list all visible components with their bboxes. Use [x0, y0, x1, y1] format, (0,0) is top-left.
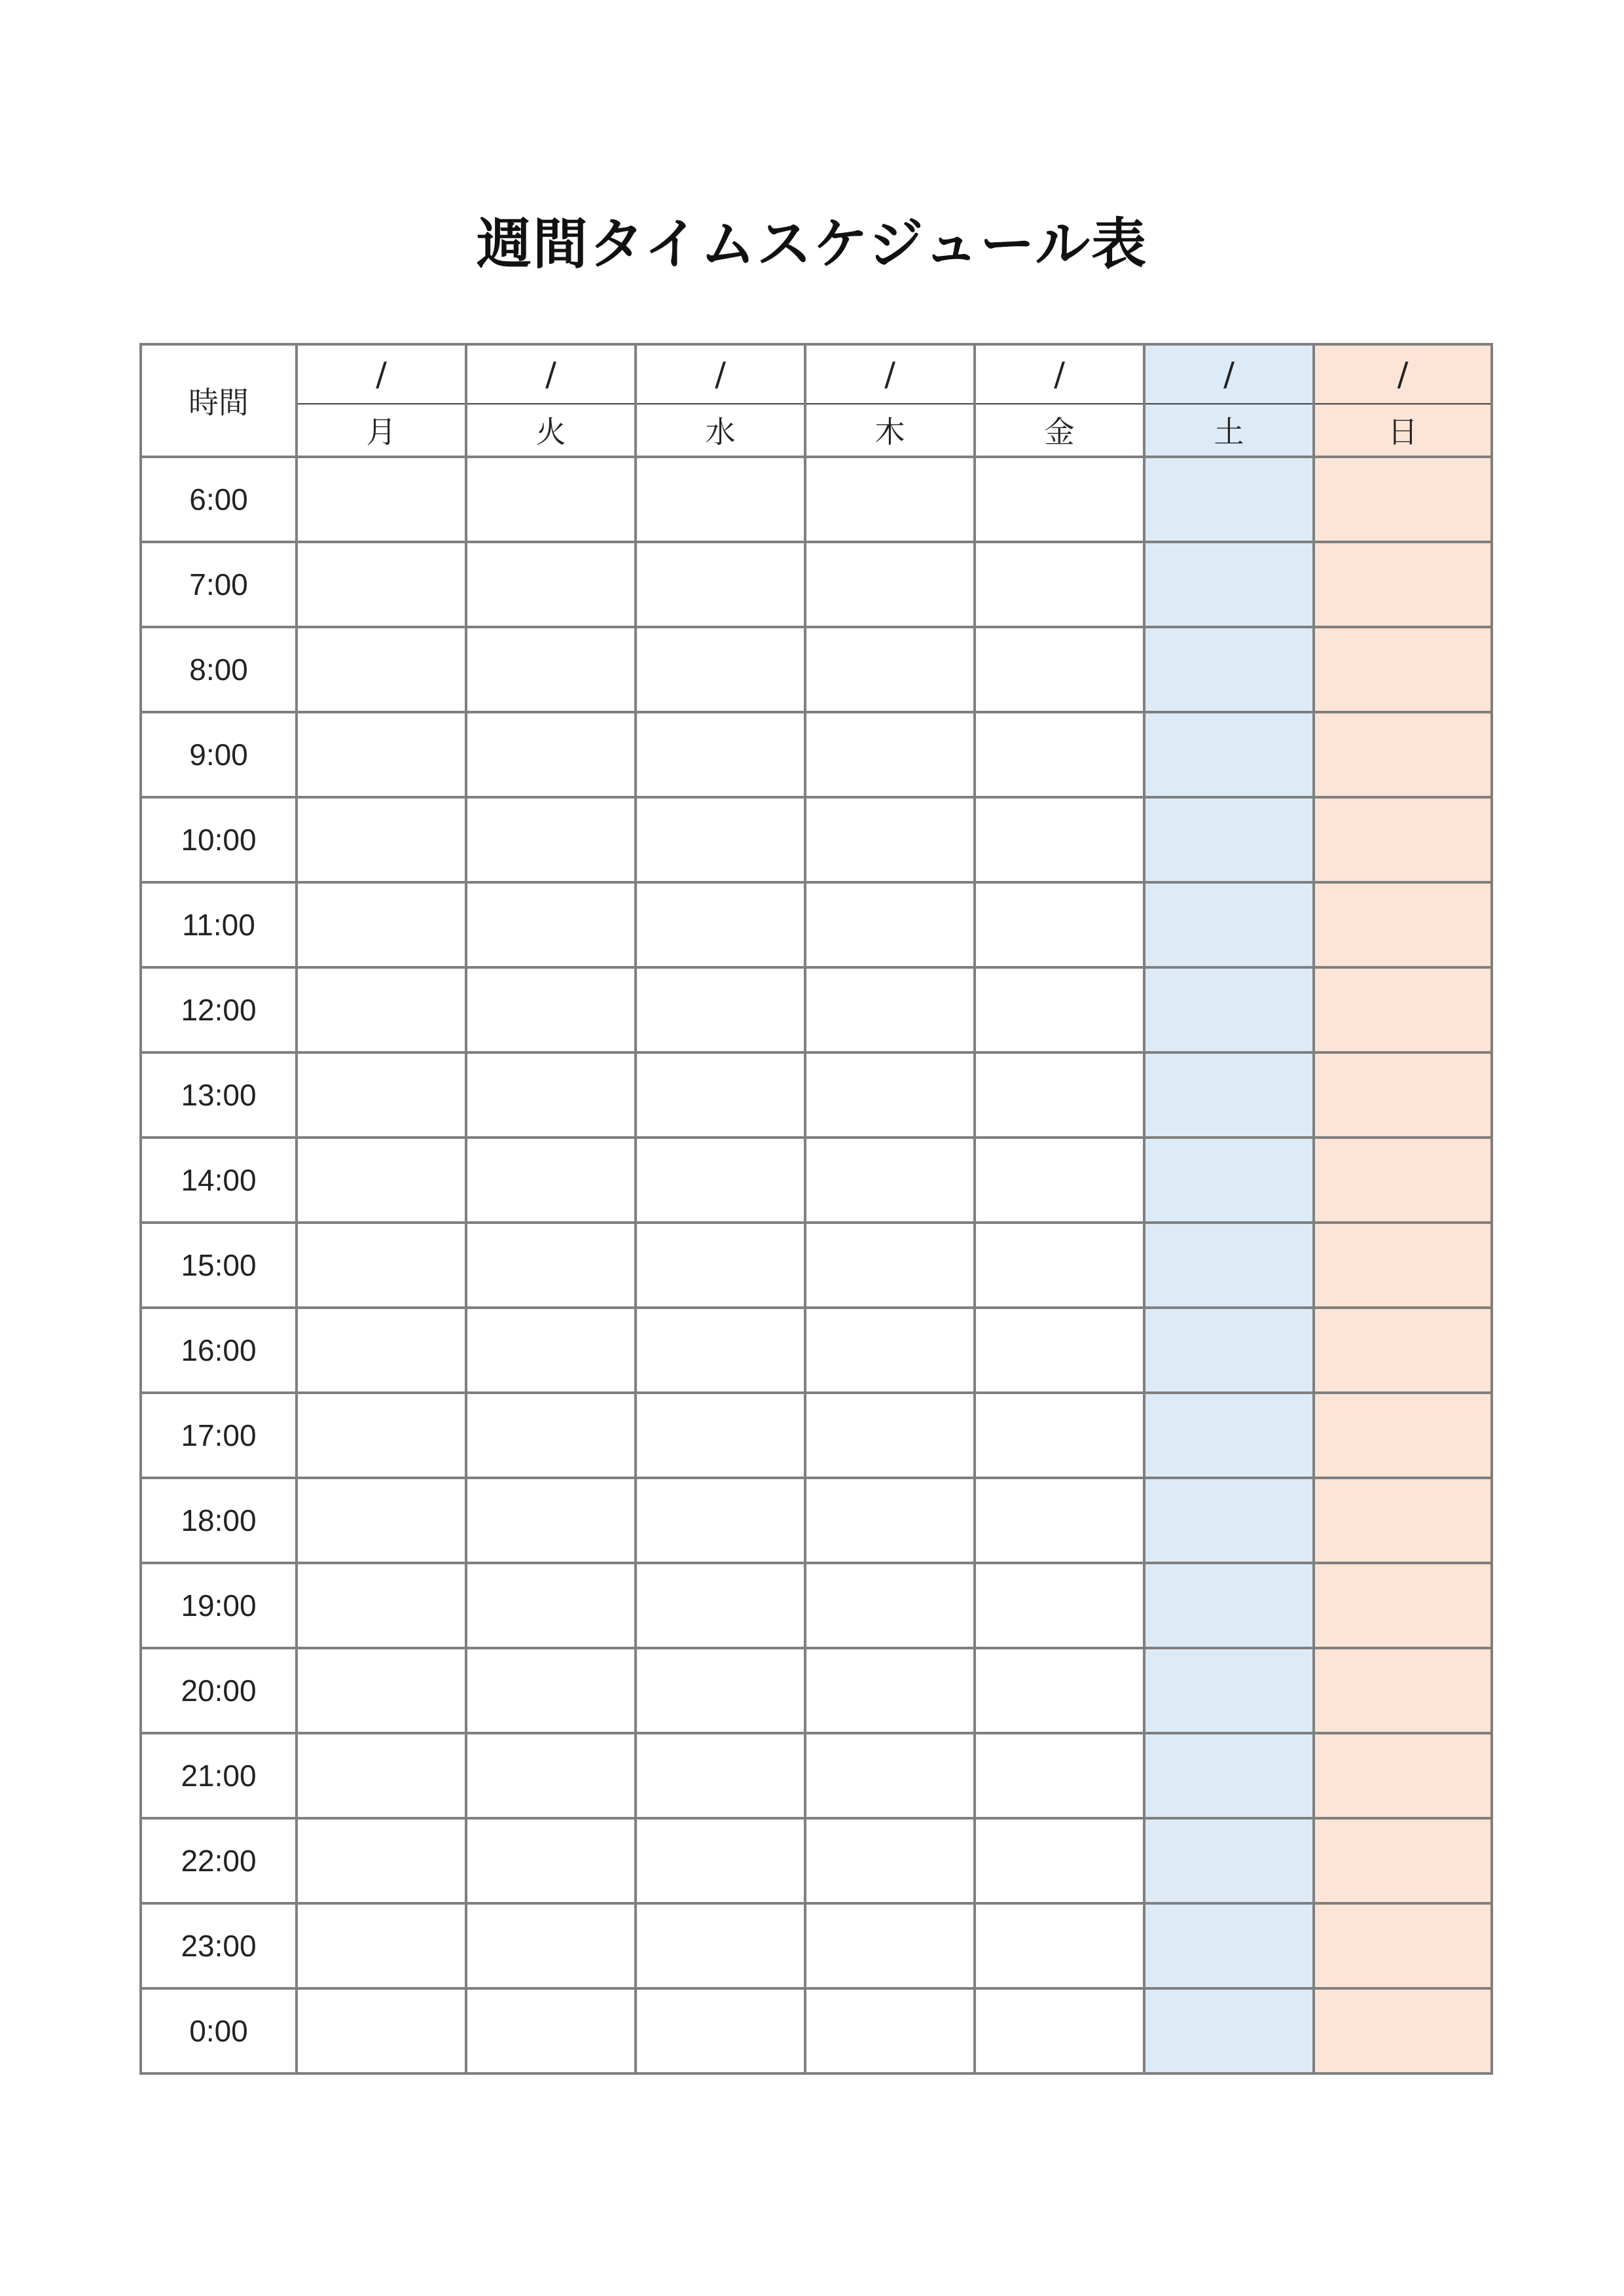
table-row	[141, 1478, 1492, 1563]
schedule-cell[interactable]	[805, 797, 975, 882]
schedule-cell[interactable]	[297, 797, 466, 882]
schedule-cell[interactable]	[297, 1393, 466, 1478]
time-label: 17:00	[141, 1393, 297, 1478]
day-label: 月	[366, 414, 397, 450]
time-column-header: 時間	[141, 344, 297, 457]
date-field[interactable]: /	[976, 346, 1143, 404]
schedule-cell[interactable]	[1144, 1648, 1314, 1733]
table-row	[141, 457, 1492, 542]
schedule-cell[interactable]	[466, 712, 636, 797]
schedule-cell[interactable]	[1314, 1478, 1492, 1563]
schedule-cell[interactable]	[466, 1818, 636, 1903]
schedule-cell[interactable]	[805, 1648, 975, 1733]
schedule-cell[interactable]	[975, 797, 1144, 882]
schedule-cell[interactable]	[466, 1478, 636, 1563]
schedule-cell[interactable]	[297, 457, 466, 542]
schedule-cell[interactable]	[466, 797, 636, 882]
time-label: 21:00	[141, 1733, 297, 1818]
table-row	[141, 1223, 1492, 1308]
day-header-mon	[297, 344, 466, 457]
schedule-cell[interactable]	[1314, 967, 1492, 1052]
time-label: 22:00	[141, 1818, 297, 1903]
schedule-cell[interactable]	[636, 542, 805, 627]
schedule-cell[interactable]	[1144, 457, 1314, 542]
schedule-cell[interactable]	[466, 1138, 636, 1223]
day-label: 水	[705, 414, 736, 450]
schedule-cell[interactable]	[805, 542, 975, 627]
date-field[interactable]: /	[467, 346, 634, 404]
schedule-cell[interactable]	[805, 1563, 975, 1648]
schedule-cell[interactable]	[805, 1223, 975, 1308]
schedule-cell[interactable]	[1144, 882, 1314, 967]
schedule-cell[interactable]	[975, 712, 1144, 797]
schedule-cell[interactable]	[1144, 1818, 1314, 1903]
schedule-cell[interactable]	[466, 1223, 636, 1308]
table-row	[141, 1308, 1492, 1393]
schedule-cell[interactable]	[975, 1818, 1144, 1903]
date-field[interactable]: /	[1146, 346, 1312, 404]
schedule-cell[interactable]	[1314, 542, 1492, 627]
schedule-cell[interactable]	[636, 1988, 805, 2073]
schedule-cell[interactable]	[297, 627, 466, 712]
schedule-cell[interactable]	[636, 1223, 805, 1308]
schedule-cell[interactable]	[1144, 1733, 1314, 1818]
date-field[interactable]: /	[298, 346, 465, 404]
time-label: 13:00	[141, 1052, 297, 1138]
date-field[interactable]: /	[637, 346, 804, 404]
schedule-cell[interactable]	[297, 1052, 466, 1138]
schedule-cell[interactable]	[636, 1733, 805, 1818]
schedule-cell[interactable]	[805, 457, 975, 542]
schedule-cell[interactable]	[1144, 712, 1314, 797]
schedule-cell[interactable]	[1144, 1988, 1314, 2073]
time-label: 9:00	[141, 712, 297, 797]
schedule-cell[interactable]	[636, 1563, 805, 1648]
table-row	[141, 882, 1492, 967]
schedule-cell[interactable]	[466, 542, 636, 627]
schedule-cell[interactable]	[466, 1393, 636, 1478]
day-label: 土	[1214, 414, 1244, 450]
schedule-cell[interactable]	[466, 1988, 636, 2073]
schedule-cell[interactable]	[636, 797, 805, 882]
table-row	[141, 1563, 1492, 1648]
schedule-cell[interactable]	[466, 1052, 636, 1138]
day-header-wed	[636, 344, 805, 457]
time-label: 18:00	[141, 1478, 297, 1563]
schedule-cell[interactable]	[975, 1988, 1144, 2073]
schedule-cell[interactable]	[297, 1308, 466, 1393]
schedule-cell[interactable]	[805, 712, 975, 797]
day-header-sun	[1314, 344, 1492, 457]
table-row	[141, 1903, 1492, 1988]
schedule-cell[interactable]	[636, 1648, 805, 1733]
schedule-cell[interactable]	[975, 1563, 1144, 1648]
day-header-sat	[1144, 344, 1314, 457]
table-row	[141, 1138, 1492, 1223]
date-field[interactable]: /	[806, 346, 973, 404]
schedule-cell[interactable]	[1144, 627, 1314, 712]
schedule-cell[interactable]	[1314, 1903, 1492, 1988]
time-label: 11:00	[141, 882, 297, 967]
schedule-cell[interactable]	[1144, 1052, 1314, 1138]
table-row	[141, 1988, 1492, 2073]
schedule-cell[interactable]	[975, 1648, 1144, 1733]
schedule-cell[interactable]	[297, 1648, 466, 1733]
page-title: 週間タイムスケジュール表	[476, 212, 1148, 276]
schedule-cell[interactable]	[1314, 1733, 1492, 1818]
schedule-cell[interactable]	[1314, 1393, 1492, 1478]
day-label: 金	[1044, 414, 1075, 450]
schedule-cell[interactable]	[466, 1903, 636, 1988]
schedule-cell[interactable]	[636, 1393, 805, 1478]
time-label: 23:00	[141, 1903, 297, 1988]
schedule-cell[interactable]	[1144, 1308, 1314, 1393]
schedule-cell[interactable]	[1314, 797, 1492, 882]
table-row	[141, 1393, 1492, 1478]
table-row	[141, 1733, 1492, 1818]
schedule-cell[interactable]	[975, 1903, 1144, 1988]
schedule-cell[interactable]	[297, 1138, 466, 1223]
schedule-cell[interactable]	[297, 542, 466, 627]
schedule-cell[interactable]	[636, 1138, 805, 1223]
schedule-cell[interactable]	[297, 1478, 466, 1563]
schedule-cell[interactable]	[636, 1903, 805, 1988]
schedule-cell[interactable]	[1314, 1818, 1492, 1903]
date-field[interactable]: /	[1315, 346, 1490, 404]
weekly-schedule-table	[139, 343, 1493, 2075]
schedule-cell[interactable]	[805, 1478, 975, 1563]
schedule-cell[interactable]	[805, 1393, 975, 1478]
table-row	[141, 712, 1492, 797]
schedule-cell[interactable]	[466, 882, 636, 967]
schedule-cell[interactable]	[297, 1988, 466, 2073]
schedule-cell[interactable]	[975, 1733, 1144, 1818]
schedule-cell[interactable]	[297, 712, 466, 797]
schedule-cell[interactable]	[466, 1563, 636, 1648]
schedule-cell[interactable]	[805, 1052, 975, 1138]
schedule-cell[interactable]	[1144, 1563, 1314, 1648]
schedule-cell[interactable]	[1144, 797, 1314, 882]
time-label: 16:00	[141, 1308, 297, 1393]
schedule-cell[interactable]	[1144, 967, 1314, 1052]
schedule-cell[interactable]	[975, 457, 1144, 542]
schedule-cell[interactable]	[975, 1393, 1144, 1478]
schedule-cell[interactable]	[636, 627, 805, 712]
schedule-cell[interactable]	[975, 882, 1144, 967]
schedule-cell[interactable]	[805, 882, 975, 967]
time-label: 12:00	[141, 967, 297, 1052]
schedule-cell[interactable]	[1314, 1223, 1492, 1308]
time-label: 8:00	[141, 627, 297, 712]
schedule-cell[interactable]	[1314, 1563, 1492, 1648]
schedule-cell[interactable]	[805, 1733, 975, 1818]
schedule-cell[interactable]	[975, 1138, 1144, 1223]
schedule-body	[141, 457, 1492, 2073]
time-label: 20:00	[141, 1648, 297, 1733]
schedule-cell[interactable]	[297, 1733, 466, 1818]
schedule-cell[interactable]	[466, 627, 636, 712]
schedule-cell[interactable]	[975, 542, 1144, 627]
day-header-tue	[466, 344, 636, 457]
schedule-cell[interactable]	[975, 1223, 1144, 1308]
schedule-cell[interactable]	[1314, 1052, 1492, 1138]
time-label: 19:00	[141, 1563, 297, 1648]
schedule-cell[interactable]	[297, 1563, 466, 1648]
table-row	[141, 1648, 1492, 1733]
schedule-cell[interactable]	[1144, 1223, 1314, 1308]
schedule-cell[interactable]	[297, 1818, 466, 1903]
time-label: 0:00	[141, 1988, 297, 2073]
table-row	[141, 967, 1492, 1052]
schedule-cell[interactable]	[975, 1052, 1144, 1138]
schedule-cell[interactable]	[297, 967, 466, 1052]
table-row	[141, 1818, 1492, 1903]
schedule-cell[interactable]	[805, 1818, 975, 1903]
schedule-cell[interactable]	[636, 457, 805, 542]
schedule-cell[interactable]	[297, 1223, 466, 1308]
schedule-cell[interactable]	[805, 967, 975, 1052]
schedule-cell[interactable]	[466, 1308, 636, 1393]
schedule-cell[interactable]	[805, 1308, 975, 1393]
schedule-cell[interactable]	[1314, 1138, 1492, 1223]
schedule-cell[interactable]	[805, 627, 975, 712]
schedule-cell[interactable]	[1144, 1138, 1314, 1223]
schedule-cell[interactable]	[466, 1733, 636, 1818]
time-label: 6:00	[141, 457, 297, 542]
schedule-cell[interactable]	[466, 1648, 636, 1733]
schedule-cell[interactable]	[297, 1903, 466, 1988]
schedule-cell[interactable]	[1144, 1903, 1314, 1988]
schedule-cell[interactable]	[1314, 1988, 1492, 2073]
schedule-cell[interactable]	[1314, 882, 1492, 967]
schedule-cell[interactable]	[636, 712, 805, 797]
schedule-cell[interactable]	[636, 1478, 805, 1563]
table-row	[141, 627, 1492, 712]
schedule-cell[interactable]	[975, 627, 1144, 712]
day-header-fri	[975, 344, 1144, 457]
day-label: 木	[875, 414, 905, 450]
schedule-cell[interactable]	[636, 882, 805, 967]
schedule-cell[interactable]	[975, 967, 1144, 1052]
schedule-cell[interactable]	[1314, 712, 1492, 797]
schedule-cell[interactable]	[636, 1308, 805, 1393]
schedule-cell[interactable]	[975, 1478, 1144, 1563]
schedule-cell[interactable]	[1314, 1308, 1492, 1393]
schedule-cell[interactable]	[636, 967, 805, 1052]
schedule-cell[interactable]	[297, 882, 466, 967]
schedule-cell[interactable]	[1144, 1478, 1314, 1563]
schedule-cell[interactable]	[1314, 457, 1492, 542]
time-label: 10:00	[141, 797, 297, 882]
schedule-cell[interactable]	[1144, 1393, 1314, 1478]
table-row	[141, 1052, 1492, 1138]
schedule-cell[interactable]	[636, 1818, 805, 1903]
table-row	[141, 797, 1492, 882]
schedule-cell[interactable]	[466, 457, 636, 542]
table-row	[141, 542, 1492, 627]
day-label: 日	[1388, 414, 1418, 450]
day-header-thu	[805, 344, 975, 457]
time-label: 15:00	[141, 1223, 297, 1308]
schedule-cell[interactable]	[1314, 627, 1492, 712]
time-label: 7:00	[141, 542, 297, 627]
schedule-cell[interactable]	[805, 1138, 975, 1223]
day-label: 火	[535, 414, 566, 450]
schedule-cell[interactable]	[805, 1988, 975, 2073]
header-row	[141, 344, 1492, 457]
schedule-cell[interactable]	[975, 1308, 1144, 1393]
time-label: 14:00	[141, 1138, 297, 1223]
schedule-cell[interactable]	[636, 1052, 805, 1138]
schedule-cell[interactable]	[1144, 542, 1314, 627]
schedule-cell[interactable]	[805, 1903, 975, 1988]
schedule-cell[interactable]	[1314, 1648, 1492, 1733]
schedule-cell[interactable]	[466, 967, 636, 1052]
